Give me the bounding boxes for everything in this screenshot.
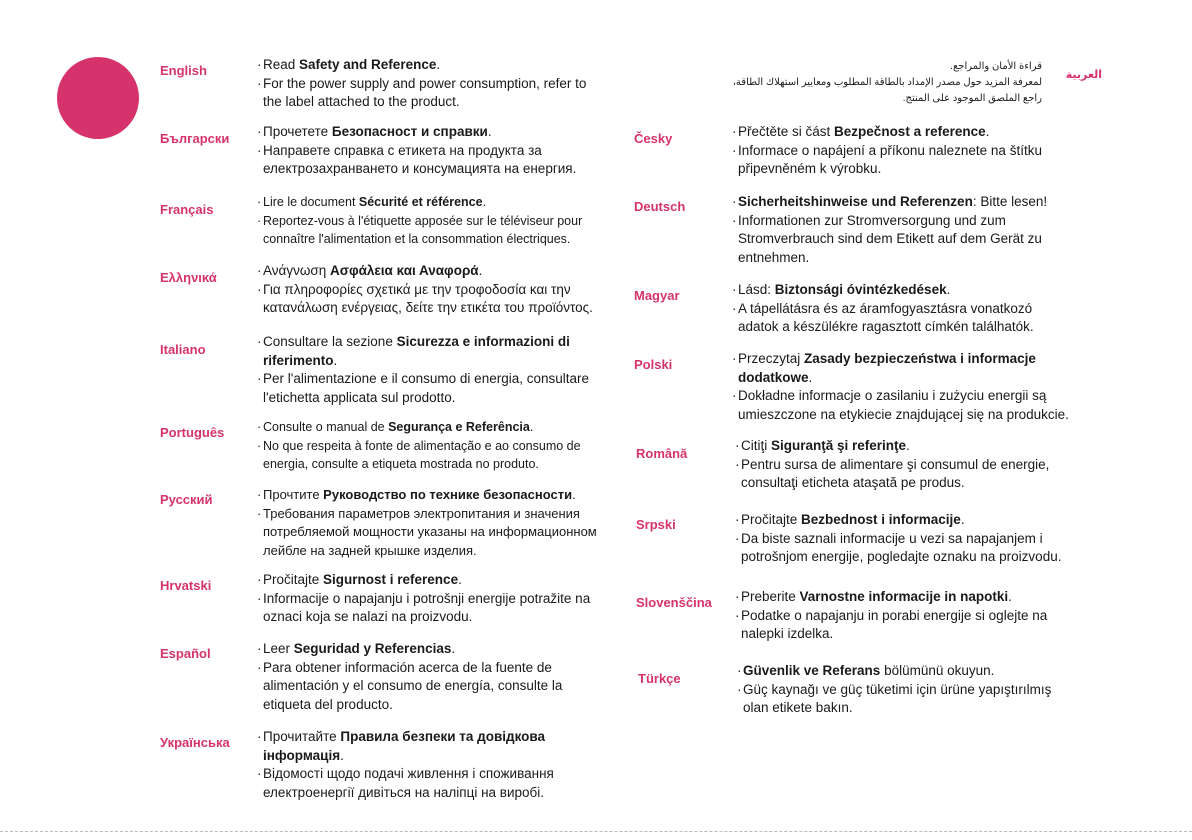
arabic-line-1: قراءة الأمان والمراجع. [950,61,1042,72]
language-label-ukrainian: Українська [160,735,230,750]
section-romanian: · Citiţi Siguranţă şi referinţe. · Pentru sursa de alimentare şi consumul de energie, consultaţi eticheta ataşată pe produs. [735,438,1050,490]
section-polish: · Przeczytaj Zasady bezpieczeństwa i informacje dodatkowe. · Dokładne informacje o zasilaniu i zużyciu energii są umieszczone na etykiecie znajdującej się na produkcie. [732,351,1069,422]
section-arabic [622,59,1042,107]
section-slovenian: · Preberite Varnostne informacije in napotki. · Podatke o napajanju in porabi energije si oglejte na nalepki izdelka. [735,589,1048,641]
language-label-romanian: Română [636,446,688,461]
brand-circle [57,57,139,139]
language-label-czech: Česky [634,131,673,146]
section-french: · Lire le document Sécurité et référence. · Reportez-vous à l'étiquette apposée sur le téléviseur pour connaître l'alimentation et la consommation électriques. [257,195,583,246]
language-label-russian: Русский [160,492,213,507]
section-german: · Sicherheitshinweise und Referenzen: Bitte lesen! · Informationen zur Stromversorgung und zum Stromverbrauch sind dem Etikett auf dem Gerät zu entnehmen. [732,194,1048,265]
section-croatian: · Pročitajte Sigurnost i reference. · Informacije o napajanju i potrošnji energije potražite na oznaci koja se nalazi na proizvodu. [257,572,591,624]
language-label-greek: Ελληνικά [160,270,217,285]
section-hungarian: · Lásd: Biztonsági óvintézkedések. · A tápellátásra és az áramfogyasztásra vonatkozó adatok a készülékre ragasztott címkén találhatók. [732,282,1034,334]
language-label-spanish: Español [160,646,211,661]
section-spanish: · Leer Seguridad y Referencias. · Para obtener información acerca de la fuente de alimentación y el consumo de energía, consulte la etiqueta del producto. [257,641,563,712]
section-serbian: · Pročitajte Bezbednost i informacije. · Da biste saznali informacije u vezi sa napajanjem i potrošnjom energije, pogledajte oznaku na proizvodu. [735,512,1062,564]
section-russian: · Прочтите Руководство по технике безопасности. · Требования параметров электропитания и значения потребляемой мощности указаны на информационном лейбле на задней крышке изделия. [257,487,597,558]
language-label-turkish: Türkçe [638,671,681,686]
instruction-power: · For the power supply and power consumption, refer to the label attached to the product. [257,75,587,109]
instruction-read: · Read Safety and Reference. [257,57,441,72]
section-english [255,56,595,112]
language-label-slovenian: Slovenščina [636,595,712,610]
section-ukrainian: · Прочитайте Правила безпеки та довідкова інформація. · Відомості щодо подачі живлення і споживання електроенергії дивіться на наліпці на виробі. [257,729,554,800]
language-label-bulgarian: Български [160,131,230,146]
language-label-hungarian: Magyar [634,288,680,303]
section-turkish: · Güvenlik ve Referans bölümünü okuyun. · Güç kaynağı ve güç tüketimi için ürüne yapıştırılmış olan etikete bakın. [737,663,1052,715]
arabic-line-2: لمعرفة المزيد حول مصدر الإمداد بالطاقة المطلوب ومعايير استهلاك الطاقة، [732,77,1042,88]
language-label-portuguese: Português [160,425,225,440]
bottom-dashed-rule [0,831,1192,832]
section-italian: · Consultare la sezione Sicurezza e informazioni di riferimento. · Per l'alimentazione e il consumo di energia, consultare l'etichetta applicata sul prodotto. [257,334,590,405]
section-portuguese: · Consulte o manual de Segurança e Referência. · No que respeita à fonte de alimentação e ao consumo de energia, consulte a etiqueta mostrada no produto. [257,420,581,471]
language-label-german: Deutsch [634,199,686,214]
language-label-arabic: العربية [1065,69,1102,81]
language-label-french: Français [160,202,214,217]
language-label-serbian: Srpski [636,517,676,532]
section-czech: · Přečtěte si část Bezpečnost a reference. · Informace o napájení a příkonu naleznete na štítku připevněném k výrobku. [732,124,1042,176]
section-bulgarian: · Прочетете Безопасност и справки. · Направете справка с етикета на продукта за електрозахранването и консумацията на енергия. [257,124,577,176]
language-label-english: English [160,63,207,78]
language-label-polish: Polski [634,357,673,372]
language-label-italian: Italiano [160,342,206,357]
arabic-line-3: راجع الملصق الموجود على المنتج. [902,93,1042,104]
section-greek: · Ανάγνωση Ασφάλεια και Αναφορά. · Για πληροφορίες σχετικά με την τροφοδοσία και την κατανάλωση ενέργειας, δείτε την ετικέτα του προϊόντος. [257,263,593,315]
language-label-croatian: Hrvatski [160,578,212,593]
